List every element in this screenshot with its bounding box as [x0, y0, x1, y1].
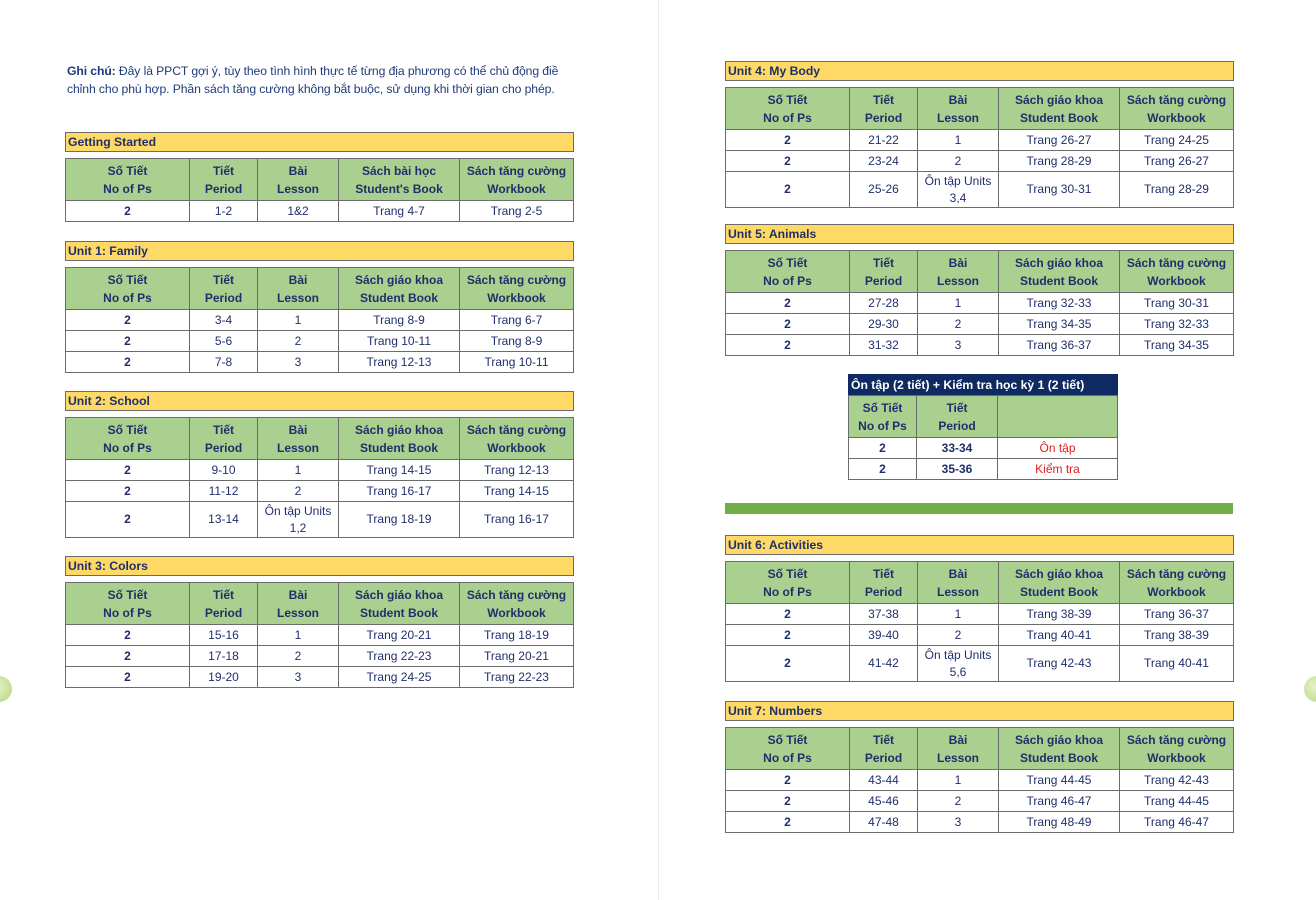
header-student-book: Sách giáo khoa Student Book	[999, 88, 1120, 130]
header-no-of-ps: Số Tiết No of Ps	[726, 562, 850, 604]
table-row	[66, 352, 574, 373]
header-no-of-ps: Số Tiết No of Ps	[726, 728, 850, 770]
cell-student-book: Trang 28-29	[999, 151, 1120, 172]
header-period: Tiết Period	[850, 251, 918, 293]
cell-lesson: Ôn tập Units 5,6	[918, 646, 999, 682]
table-row	[66, 201, 574, 222]
lesson-table	[65, 417, 574, 538]
table-row	[726, 314, 1234, 335]
cell-student-book: Trang 42-43	[999, 646, 1120, 682]
review-header-row	[849, 396, 1118, 438]
cell-no-of-ps: 2	[849, 459, 917, 480]
cell-activity: Kiểm tra	[998, 459, 1118, 480]
cell-lesson: 1&2	[258, 201, 339, 222]
section-unit-5	[725, 224, 1234, 356]
table-row	[66, 667, 574, 688]
cell-lesson: Ôn tập Units 1,2	[258, 502, 339, 538]
cell-no-of-ps: 2	[66, 201, 190, 222]
cell-period: 41-42	[850, 646, 918, 682]
note	[67, 62, 587, 98]
cell-workbook: Trang 24-25	[1120, 130, 1234, 151]
cell-no-of-ps: 2	[726, 314, 850, 335]
cell-period: 39-40	[850, 625, 918, 646]
table-row	[66, 502, 574, 538]
table-row	[849, 438, 1118, 459]
semester-divider-bar	[725, 503, 1233, 514]
cell-period: 47-48	[850, 812, 918, 833]
header-no-of-ps: Số Tiết No of Ps	[66, 418, 190, 460]
header-workbook: Sách tăng cường Workbook	[1120, 88, 1234, 130]
cell-student-book: Trang 32-33	[999, 293, 1120, 314]
cell-period: 43-44	[850, 770, 918, 791]
table-row	[726, 151, 1234, 172]
header-period: Tiết Period	[190, 418, 258, 460]
section-title: Unit 2: School	[65, 391, 574, 411]
header-workbook: Sách tăng cường Workbook	[460, 159, 574, 201]
cell-period: 31-32	[850, 335, 918, 356]
cell-student-book: Trang 4-7	[339, 201, 460, 222]
header-workbook: Sách tăng cường Workbook	[460, 418, 574, 460]
cell-workbook: Trang 30-31	[1120, 293, 1234, 314]
cell-period: 11-12	[190, 481, 258, 502]
note-text: Đây là PPCT gợi ý, tùy theo tình hình thực tế từng địa phương có thể chủ động điề chỉnh cho phù hợp. Phần sách tăng cường không bắt buộc, sử dụng khi thời gian cho phép.	[67, 64, 559, 96]
cell-student-book: Trang 30-31	[999, 172, 1120, 208]
cell-lesson: 3	[918, 335, 999, 356]
header-blank	[998, 396, 1118, 438]
header-no-of-ps: Số Tiết No of Ps	[849, 396, 917, 438]
cell-period: 13-14	[190, 502, 258, 538]
header-lesson: Bài Lesson	[918, 251, 999, 293]
cell-no-of-ps: 2	[726, 293, 850, 314]
cell-no-of-ps: 2	[726, 130, 850, 151]
cell-no-of-ps: 2	[66, 646, 190, 667]
cell-no-of-ps: 2	[726, 151, 850, 172]
cell-lesson: 1	[918, 770, 999, 791]
cell-lesson: 2	[918, 791, 999, 812]
section-unit-3	[65, 556, 574, 688]
header-no-of-ps: Số Tiết No of Ps	[726, 88, 850, 130]
review-title: Ôn tập (2 tiết) + Kiểm tra học kỳ 1 (2 tiết)	[848, 374, 1118, 395]
cell-student-book: Trang 14-15	[339, 460, 460, 481]
cell-period: 19-20	[190, 667, 258, 688]
cell-period: 27-28	[850, 293, 918, 314]
cell-workbook: Trang 36-37	[1120, 604, 1234, 625]
header-period: Tiết Period	[850, 728, 918, 770]
cell-lesson: 1	[258, 310, 339, 331]
cell-period: 35-36	[917, 459, 998, 480]
section-unit-2	[65, 391, 574, 538]
section-title: Unit 4: My Body	[725, 61, 1234, 81]
table-row	[66, 625, 574, 646]
table-row	[726, 335, 1234, 356]
cell-no-of-ps: 2	[726, 646, 850, 682]
header-period: Tiết Period	[190, 583, 258, 625]
cell-student-book: Trang 8-9	[339, 310, 460, 331]
header-student-book: Sách giáo khoa Student Book	[999, 562, 1120, 604]
table-row	[726, 770, 1234, 791]
cell-no-of-ps: 2	[726, 172, 850, 208]
header-workbook: Sách tăng cường Workbook	[1120, 562, 1234, 604]
section-title: Unit 5: Animals	[725, 224, 1234, 244]
cell-workbook: Trang 44-45	[1120, 791, 1234, 812]
cell-no-of-ps: 2	[66, 502, 190, 538]
previous-page-button[interactable]	[0, 676, 12, 702]
cell-student-book: Trang 34-35	[999, 314, 1120, 335]
cell-workbook: Trang 34-35	[1120, 335, 1234, 356]
header-workbook: Sách tăng cường Workbook	[1120, 728, 1234, 770]
cell-student-book: Trang 40-41	[999, 625, 1120, 646]
cell-workbook: Trang 16-17	[460, 502, 574, 538]
review-table	[848, 395, 1118, 480]
header-lesson: Bài Lesson	[258, 583, 339, 625]
table-row	[726, 625, 1234, 646]
header-workbook: Sách tăng cường Workbook	[1120, 251, 1234, 293]
table-row	[66, 646, 574, 667]
header-student-book: Sách bài học Student's Book	[339, 159, 460, 201]
table-header-row	[726, 562, 1234, 604]
header-period: Tiết Period	[917, 396, 998, 438]
section-getting-started	[65, 132, 574, 222]
cell-period: 1-2	[190, 201, 258, 222]
cell-no-of-ps: 2	[726, 770, 850, 791]
header-student-book: Sách giáo khoa Student Book	[339, 583, 460, 625]
cell-period: 21-22	[850, 130, 918, 151]
cell-student-book: Trang 18-19	[339, 502, 460, 538]
cell-lesson: 1	[918, 130, 999, 151]
cell-workbook: Trang 42-43	[1120, 770, 1234, 791]
cell-workbook: Trang 46-47	[1120, 812, 1234, 833]
header-period: Tiết Period	[850, 88, 918, 130]
header-student-book: Sách giáo khoa Student Book	[339, 418, 460, 460]
header-student-book: Sách giáo khoa Student Book	[339, 268, 460, 310]
cell-period: 33-34	[917, 438, 998, 459]
cell-workbook: Trang 20-21	[460, 646, 574, 667]
header-lesson: Bài Lesson	[258, 159, 339, 201]
table-row	[726, 172, 1234, 208]
header-period: Tiết Period	[190, 159, 258, 201]
cell-no-of-ps: 2	[66, 460, 190, 481]
cell-period: 7-8	[190, 352, 258, 373]
header-no-of-ps: Số Tiết No of Ps	[66, 159, 190, 201]
lesson-table	[725, 561, 1234, 682]
cell-period: 17-18	[190, 646, 258, 667]
cell-lesson: 2	[918, 151, 999, 172]
header-lesson: Bài Lesson	[258, 268, 339, 310]
cell-period: 25-26	[850, 172, 918, 208]
table-row	[726, 646, 1234, 682]
cell-lesson: 2	[258, 481, 339, 502]
cell-workbook: Trang 10-11	[460, 352, 574, 373]
section-unit-7	[725, 701, 1234, 833]
table-row	[849, 459, 1118, 480]
table-row	[66, 481, 574, 502]
cell-lesson: 3	[258, 352, 339, 373]
cell-no-of-ps: 2	[66, 310, 190, 331]
lesson-table	[65, 267, 574, 373]
header-lesson: Bài Lesson	[258, 418, 339, 460]
cell-workbook: Trang 38-39	[1120, 625, 1234, 646]
header-student-book: Sách giáo khoa Student Book	[999, 251, 1120, 293]
section-title: Unit 1: Family	[65, 241, 574, 261]
cell-no-of-ps: 2	[66, 352, 190, 373]
cell-no-of-ps: 2	[726, 791, 850, 812]
note-label: Ghi chú:	[67, 64, 116, 78]
cell-student-book: Trang 26-27	[999, 130, 1120, 151]
cell-student-book: Trang 10-11	[339, 331, 460, 352]
cell-period: 15-16	[190, 625, 258, 646]
cell-period: 45-46	[850, 791, 918, 812]
table-row	[66, 460, 574, 481]
cell-student-book: Trang 36-37	[999, 335, 1120, 356]
cell-lesson: 2	[258, 646, 339, 667]
table-header-row	[726, 251, 1234, 293]
table-row	[726, 812, 1234, 833]
cell-lesson: 2	[918, 314, 999, 335]
header-no-of-ps: Số Tiết No of Ps	[726, 251, 850, 293]
table-header-row	[726, 88, 1234, 130]
cell-no-of-ps: 2	[849, 438, 917, 459]
cell-workbook: Trang 26-27	[1120, 151, 1234, 172]
cell-period: 29-30	[850, 314, 918, 335]
cell-workbook: Trang 2-5	[460, 201, 574, 222]
header-no-of-ps: Số Tiết No of Ps	[66, 268, 190, 310]
cell-no-of-ps: 2	[66, 481, 190, 502]
cell-workbook: Trang 40-41	[1120, 646, 1234, 682]
cell-no-of-ps: 2	[726, 604, 850, 625]
table-header-row	[66, 159, 574, 201]
table-header-row	[66, 268, 574, 310]
table-row	[726, 604, 1234, 625]
section-unit-4	[725, 61, 1234, 208]
table-row	[726, 293, 1234, 314]
table-row	[66, 331, 574, 352]
lesson-table	[725, 87, 1234, 208]
header-period: Tiết Period	[850, 562, 918, 604]
section-unit-1	[65, 241, 574, 373]
cell-no-of-ps: 2	[66, 667, 190, 688]
cell-no-of-ps: 2	[66, 331, 190, 352]
section-title: Unit 3: Colors	[65, 556, 574, 576]
table-row	[726, 791, 1234, 812]
cell-workbook: Trang 28-29	[1120, 172, 1234, 208]
cell-lesson: 3	[258, 667, 339, 688]
cell-no-of-ps: 2	[66, 625, 190, 646]
section-unit-6	[725, 535, 1234, 682]
section-title: Unit 7: Numbers	[725, 701, 1234, 721]
header-workbook: Sách tăng cường Workbook	[460, 268, 574, 310]
table-row	[726, 130, 1234, 151]
cell-workbook: Trang 6-7	[460, 310, 574, 331]
cell-student-book: Trang 38-39	[999, 604, 1120, 625]
header-lesson: Bài Lesson	[918, 88, 999, 130]
cell-lesson: Ôn tập Units 3,4	[918, 172, 999, 208]
cell-workbook: Trang 14-15	[460, 481, 574, 502]
header-workbook: Sách tăng cường Workbook	[460, 583, 574, 625]
header-lesson: Bài Lesson	[918, 728, 999, 770]
cell-period: 5-6	[190, 331, 258, 352]
cell-workbook: Trang 18-19	[460, 625, 574, 646]
cell-workbook: Trang 32-33	[1120, 314, 1234, 335]
cell-student-book: Trang 48-49	[999, 812, 1120, 833]
page-divider	[658, 0, 659, 900]
cell-period: 37-38	[850, 604, 918, 625]
next-page-button[interactable]	[1304, 676, 1316, 702]
cell-student-book: Trang 44-45	[999, 770, 1120, 791]
table-header-row	[726, 728, 1234, 770]
cell-lesson: 2	[918, 625, 999, 646]
header-period: Tiết Period	[190, 268, 258, 310]
cell-lesson: 1	[918, 604, 999, 625]
cell-lesson: 1	[258, 625, 339, 646]
table-header-row	[66, 418, 574, 460]
cell-lesson: 1	[258, 460, 339, 481]
review-exam-box	[848, 374, 1118, 480]
cell-student-book: Trang 46-47	[999, 791, 1120, 812]
lesson-table	[65, 158, 574, 222]
cell-workbook: Trang 12-13	[460, 460, 574, 481]
header-no-of-ps: Số Tiết No of Ps	[66, 583, 190, 625]
table-header-row	[66, 583, 574, 625]
cell-student-book: Trang 16-17	[339, 481, 460, 502]
cell-no-of-ps: 2	[726, 335, 850, 356]
cell-student-book: Trang 12-13	[339, 352, 460, 373]
cell-student-book: Trang 22-23	[339, 646, 460, 667]
cell-lesson: 2	[258, 331, 339, 352]
cell-no-of-ps: 2	[726, 812, 850, 833]
header-student-book: Sách giáo khoa Student Book	[999, 728, 1120, 770]
cell-workbook: Trang 22-23	[460, 667, 574, 688]
cell-period: 3-4	[190, 310, 258, 331]
table-row	[66, 310, 574, 331]
lesson-table	[65, 582, 574, 688]
cell-lesson: 3	[918, 812, 999, 833]
cell-no-of-ps: 2	[726, 625, 850, 646]
section-title: Getting Started	[65, 132, 574, 152]
cell-activity: Ôn tập	[998, 438, 1118, 459]
cell-student-book: Trang 20-21	[339, 625, 460, 646]
cell-workbook: Trang 8-9	[460, 331, 574, 352]
lesson-table	[725, 727, 1234, 833]
header-lesson: Bài Lesson	[918, 562, 999, 604]
lesson-table	[725, 250, 1234, 356]
cell-period: 9-10	[190, 460, 258, 481]
section-title: Unit 6: Activities	[725, 535, 1234, 555]
cell-lesson: 1	[918, 293, 999, 314]
cell-period: 23-24	[850, 151, 918, 172]
cell-student-book: Trang 24-25	[339, 667, 460, 688]
